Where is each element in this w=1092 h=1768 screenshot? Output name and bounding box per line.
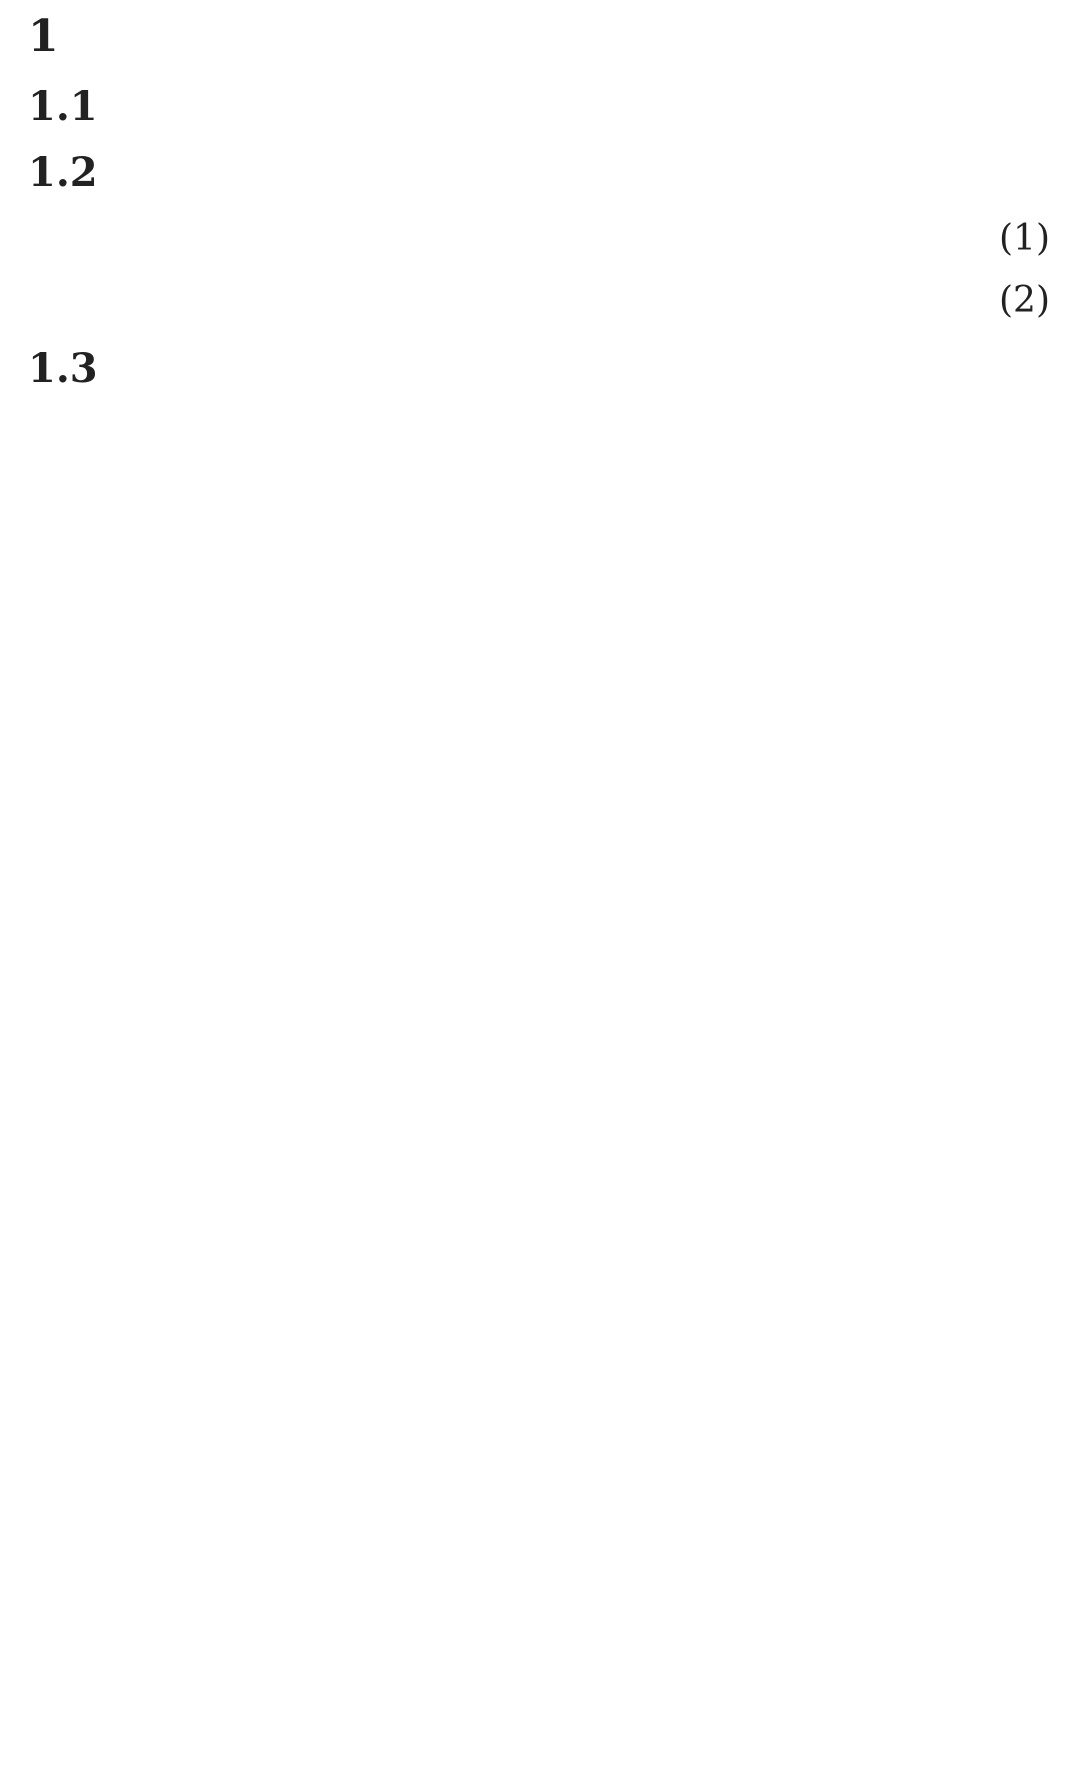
equation-number: (1) [999,218,1050,259]
section-heading [28,6,1052,68]
subsection-number: 1.1 [28,83,98,130]
equation-1 [28,208,1052,270]
equation-2 [28,270,1052,332]
equation-number: (2) [999,280,1050,321]
subsection-number: 1.2 [28,149,98,196]
section-number: 1 [28,11,59,62]
subsection-heading-1-2 [28,144,1052,202]
subsection-heading-1-3 [28,340,1052,398]
subsection-number: 1.3 [28,345,98,392]
subsection-heading-1-1 [28,78,1052,136]
